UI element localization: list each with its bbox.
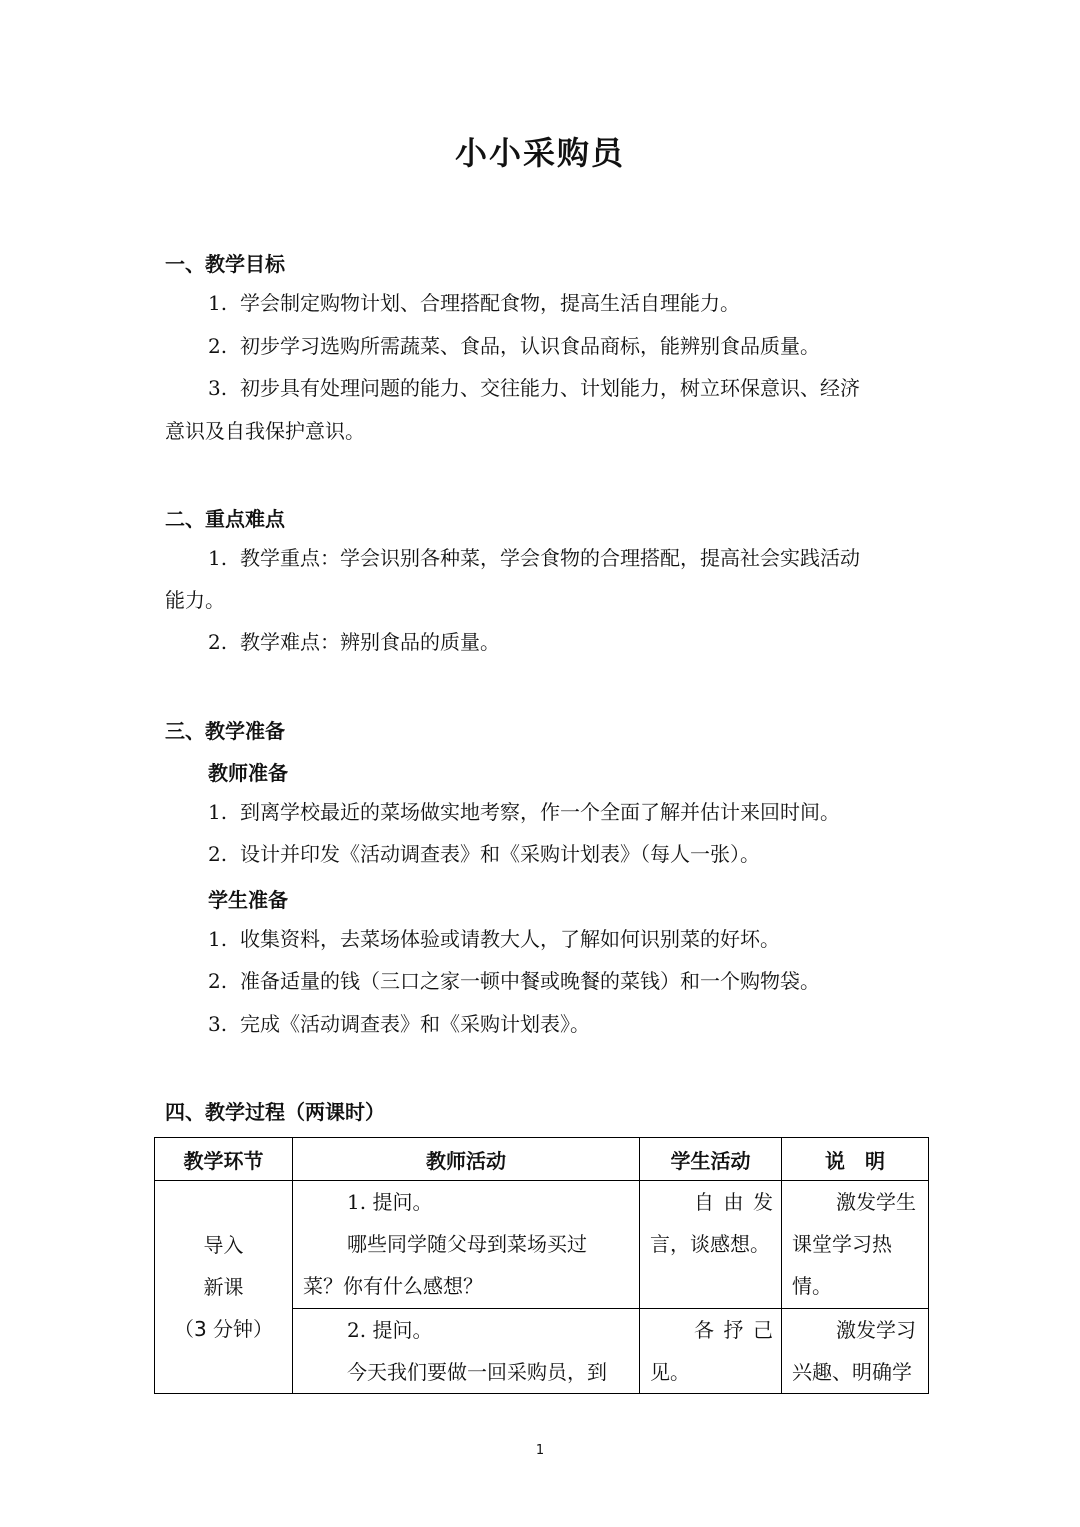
header-teacher-activity: 教师活动 <box>293 1138 640 1181</box>
item-number: 2. <box>208 842 228 866</box>
goal-item-1 <box>208 291 740 315</box>
cell-line: 2. 提问。 <box>347 1318 433 1342</box>
teacher-activity-cell <box>293 1181 640 1309</box>
key-point-item-2 <box>208 630 500 654</box>
header-notes: 说 明 <box>782 1138 929 1181</box>
item-text: 学会制定购物计划、合理搭配食物，提高生活自理能力。 <box>240 291 740 315</box>
cell-line: 见。 <box>650 1360 690 1384</box>
item-text: 设计并印发《活动调查表》和《采购计划表》（每人一张）。 <box>240 842 760 866</box>
notes-cell <box>782 1181 929 1309</box>
goal-item-3 <box>208 376 860 400</box>
item-text: 收集资料，去菜场体验或请教大人，了解如何识别菜的好坏。 <box>240 927 780 951</box>
stage-line: 导入 <box>203 1233 244 1257</box>
teacher-prep-item-1 <box>208 800 840 824</box>
cell-line: 自 由 发 <box>694 1190 773 1214</box>
cell-line: 菜？你有什么感想？ <box>303 1274 483 1298</box>
cell-line: 哪些同学随父母到菜场买过 <box>347 1232 587 1256</box>
cell-line: 课堂学习热 <box>792 1232 892 1256</box>
teacher-prep-item-2 <box>208 842 760 866</box>
key-point-item-1 <box>208 546 860 570</box>
item-text: 准备适量的钱（三口之家一顿中餐或晚餐的菜钱）和一个购物袋。 <box>240 969 820 993</box>
item-text: 教学难点：辨别食品的质量。 <box>240 630 500 654</box>
item-number: 3. <box>208 1012 228 1036</box>
item-number: 3. <box>208 376 228 400</box>
cell-line: 言，谈感想。 <box>650 1232 770 1256</box>
cell-line: 今天我们要做一回采购员，到 <box>347 1360 607 1384</box>
section-heading-process: 四、教学过程（两课时） <box>165 1100 385 1124</box>
student-prep-item-2 <box>208 969 820 993</box>
student-prep-heading: 学生准备 <box>208 888 288 912</box>
teacher-prep-heading: 教师准备 <box>208 761 288 785</box>
item-text: 教学重点：学会识别各种菜，学会食物的合理搭配，提高社会实践活动 <box>240 546 860 570</box>
stage-line: 新课 <box>203 1275 244 1299</box>
section-heading-goals: 一、教学目标 <box>165 252 285 276</box>
item-text: 完成《活动调查表》和《采购计划表》。 <box>240 1012 590 1036</box>
item-number: 2. <box>208 969 228 993</box>
cell-line: 激发学生 <box>836 1190 916 1214</box>
cell-line: 兴趣、明确学 <box>792 1360 912 1384</box>
stage-cell <box>155 1181 293 1394</box>
item-number: 1. <box>208 546 228 570</box>
section-heading-key-points: 二、重点难点 <box>165 507 285 531</box>
item-number: 1. <box>208 291 228 315</box>
header-stage: 教学环节 <box>155 1138 293 1181</box>
cell-line: 1. 提问。 <box>347 1190 433 1214</box>
goal-item-3-continued: 意识及自我保护意识。 <box>165 419 365 443</box>
document-title: 小小采购员 <box>454 134 625 172</box>
student-prep-item-3 <box>208 1012 590 1036</box>
student-activity-cell <box>640 1309 782 1394</box>
key-point-item-1-continued: 能力。 <box>165 588 225 612</box>
goal-item-2 <box>208 334 820 358</box>
student-prep-item-1 <box>208 927 780 951</box>
stage-line: （3 分钟） <box>173 1317 274 1341</box>
table-header-row <box>155 1138 929 1181</box>
teaching-process-table <box>154 1137 929 1394</box>
section-heading-preparation: 三、教学准备 <box>165 719 285 743</box>
cell-line: 情。 <box>792 1274 832 1298</box>
item-number: 2. <box>208 630 228 654</box>
item-text: 到离学校最近的菜场做实地考察，作一个全面了解并估计来回时间。 <box>240 800 840 824</box>
item-number: 1. <box>208 927 228 951</box>
notes-cell <box>782 1309 929 1394</box>
cell-line: 各 抒 己 <box>694 1318 773 1342</box>
item-number: 2. <box>208 334 228 358</box>
table-row <box>155 1181 929 1309</box>
header-student-activity: 学生活动 <box>640 1138 782 1181</box>
item-text: 初步具有处理问题的能力、交往能力、计划能力，树立环保意识、经济 <box>240 376 860 400</box>
student-activity-cell <box>640 1181 782 1309</box>
item-text: 初步学习选购所需蔬菜、食品，认识食品商标，能辨别食品质量。 <box>240 334 820 358</box>
item-number: 1. <box>208 800 228 824</box>
page-number: 1 <box>535 1443 545 1458</box>
teacher-activity-cell <box>293 1309 640 1394</box>
cell-line: 激发学习 <box>836 1318 916 1342</box>
